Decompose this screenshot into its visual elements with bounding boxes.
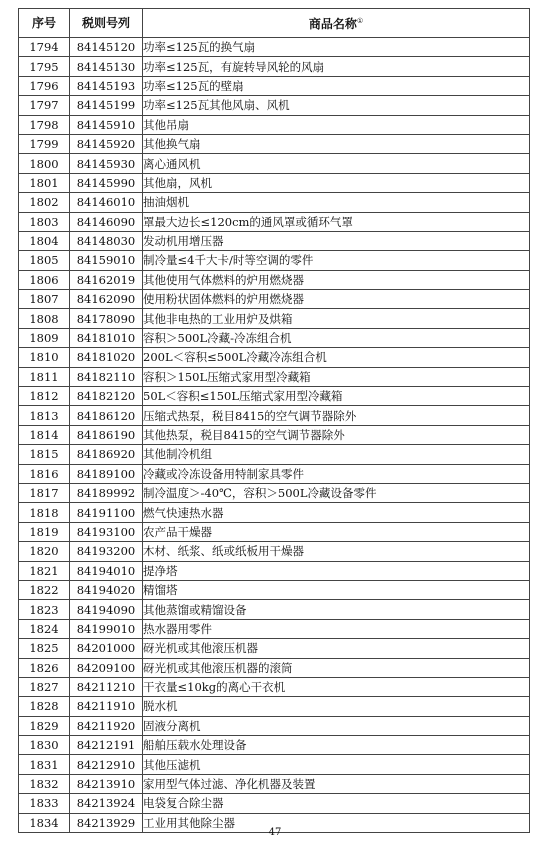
- cell-seq: 1817: [19, 483, 70, 502]
- table-row: [19, 464, 530, 483]
- cell-seq: 1803: [19, 212, 70, 231]
- table-row: [19, 173, 530, 192]
- cell-name: 其他使用气体燃料的炉用燃烧器: [143, 270, 530, 289]
- cell-seq: 1796: [19, 76, 70, 95]
- header-name: [143, 9, 530, 38]
- cell-name: 固液分离机: [143, 716, 530, 735]
- cell-seq: 1818: [19, 503, 70, 522]
- cell-name: 其他吊扇: [143, 115, 530, 134]
- cell-name: 精馏塔: [143, 580, 530, 599]
- table-row: [19, 387, 530, 406]
- cell-code: 84186190: [70, 425, 143, 444]
- cell-code: 84145930: [70, 154, 143, 173]
- page-number: 47: [268, 827, 282, 838]
- cell-name: 发动机用增压器: [143, 231, 530, 250]
- cell-seq: 1825: [19, 639, 70, 658]
- cell-name: 罩最大边长≤120cm的通风罩或循环气罩: [143, 212, 530, 231]
- header-row: [19, 9, 530, 38]
- cell-seq: 1822: [19, 580, 70, 599]
- cell-name: 家用型气体过滤、净化机器及装置: [143, 774, 530, 793]
- table-row: [19, 522, 530, 541]
- cell-seq: 1828: [19, 697, 70, 716]
- cell-seq: 1821: [19, 561, 70, 580]
- cell-seq: 1819: [19, 522, 70, 541]
- cell-code: 84186920: [70, 445, 143, 464]
- cell-seq: 1799: [19, 134, 70, 153]
- cell-seq: 1829: [19, 716, 70, 735]
- cell-code: 84213929: [70, 813, 143, 832]
- cell-seq: 1833: [19, 794, 70, 813]
- cell-code: 84182110: [70, 367, 143, 386]
- table-row: [19, 231, 530, 250]
- table-row: [19, 483, 530, 502]
- table-row: [19, 76, 530, 95]
- cell-seq: 1797: [19, 96, 70, 115]
- table-row: [19, 193, 530, 212]
- tariff-table: [18, 8, 530, 833]
- cell-name: 其他扇，风机: [143, 173, 530, 192]
- cell-code: 84189100: [70, 464, 143, 483]
- cell-code: 84145199: [70, 96, 143, 115]
- cell-name: 砑光机或其他滚压机器的滚筒: [143, 658, 530, 677]
- cell-seq: 1808: [19, 309, 70, 328]
- cell-name: 使用粉状固体燃料的炉用燃烧器: [143, 290, 530, 309]
- table-row: [19, 697, 530, 716]
- table-row: [19, 794, 530, 813]
- cell-code: 84181020: [70, 348, 143, 367]
- cell-code: 84194020: [70, 580, 143, 599]
- cell-code: 84193200: [70, 542, 143, 561]
- table-row: [19, 677, 530, 696]
- table-row: [19, 736, 530, 755]
- cell-name: 其他热泵，税目8415的空气调节器除外: [143, 425, 530, 444]
- table-row: [19, 445, 530, 464]
- cell-name: 干衣量≤10kg的离心干衣机: [143, 677, 530, 696]
- table-row: [19, 580, 530, 599]
- cell-seq: 1798: [19, 115, 70, 134]
- cell-seq: 1832: [19, 774, 70, 793]
- table-row: [19, 38, 530, 57]
- cell-name: 砑光机或其他滚压机器: [143, 639, 530, 658]
- cell-code: 84181010: [70, 328, 143, 347]
- cell-code: 84189992: [70, 483, 143, 502]
- table-row: [19, 154, 530, 173]
- footnote-mark: ①: [356, 17, 364, 25]
- table-body: [19, 38, 530, 833]
- table-row: [19, 251, 530, 270]
- cell-code: 84182120: [70, 387, 143, 406]
- cell-seq: 1810: [19, 348, 70, 367]
- cell-name: 容积＞500L冷藏-冷冻组合机: [143, 328, 530, 347]
- cell-code: 84145920: [70, 134, 143, 153]
- cell-seq: 1830: [19, 736, 70, 755]
- table-row: [19, 96, 530, 115]
- cell-code: 84199010: [70, 619, 143, 638]
- cell-code: 84212191: [70, 736, 143, 755]
- table-row: [19, 212, 530, 231]
- cell-code: 84186120: [70, 406, 143, 425]
- cell-code: 84211920: [70, 716, 143, 735]
- cell-seq: 1813: [19, 406, 70, 425]
- cell-seq: 1814: [19, 425, 70, 444]
- cell-name: 冷藏或冷冻设备用特制家具零件: [143, 464, 530, 483]
- cell-code: 84194010: [70, 561, 143, 580]
- cell-seq: 1807: [19, 290, 70, 309]
- cell-name: 功率≤125瓦其他风扇、风机: [143, 96, 530, 115]
- table-row: [19, 348, 530, 367]
- cell-seq: 1809: [19, 328, 70, 347]
- cell-seq: 1811: [19, 367, 70, 386]
- header-name-label: 商品名称: [308, 17, 357, 31]
- cell-seq: 1823: [19, 600, 70, 619]
- header-code: 税则号列: [70, 9, 143, 38]
- table-row: [19, 774, 530, 793]
- cell-seq: 1827: [19, 677, 70, 696]
- cell-name: 木材、纸浆、纸或纸板用干燥器: [143, 542, 530, 561]
- cell-code: 84148030: [70, 231, 143, 250]
- cell-name: 其他制冷机组: [143, 445, 530, 464]
- cell-name: 200L＜容积≤500L冷藏冷冻组合机: [143, 348, 530, 367]
- cell-code: 84193100: [70, 522, 143, 541]
- cell-name: 提净塔: [143, 561, 530, 580]
- cell-name: 电袋复合除尘器: [143, 794, 530, 813]
- table-row: [19, 328, 530, 347]
- cell-name: 离心通风机: [143, 154, 530, 173]
- cell-name: 功率≤125瓦，有旋转导风轮的风扇: [143, 57, 530, 76]
- cell-code: 84178090: [70, 309, 143, 328]
- cell-name: 燃气快速热水器: [143, 503, 530, 522]
- cell-seq: 1831: [19, 755, 70, 774]
- table-row: [19, 619, 530, 638]
- cell-code: 84201000: [70, 639, 143, 658]
- cell-seq: 1820: [19, 542, 70, 561]
- cell-seq: 1815: [19, 445, 70, 464]
- cell-code: 84145120: [70, 38, 143, 57]
- cell-seq: 1805: [19, 251, 70, 270]
- cell-code: 84146010: [70, 193, 143, 212]
- cell-code: 84194090: [70, 600, 143, 619]
- cell-name: 制冷量≤4千大卡/时等空调的零件: [143, 251, 530, 270]
- cell-code: 84191100: [70, 503, 143, 522]
- cell-seq: 1824: [19, 619, 70, 638]
- header-seq: 序号: [19, 9, 70, 38]
- cell-code: 84145193: [70, 76, 143, 95]
- cell-name: 工业用其他除尘器: [143, 813, 530, 832]
- cell-code: 84145130: [70, 57, 143, 76]
- table-row: [19, 600, 530, 619]
- cell-name: 制冷温度＞-40℃，容积＞500L冷藏设备零件: [143, 483, 530, 502]
- cell-seq: 1795: [19, 57, 70, 76]
- table-row: [19, 290, 530, 309]
- cell-name: 压缩式热泵，税目8415的空气调节器除外: [143, 406, 530, 425]
- cell-code: 84213910: [70, 774, 143, 793]
- table-row: [19, 134, 530, 153]
- cell-name: 50L＜容积≤150L压缩式家用型冷藏箱: [143, 387, 530, 406]
- cell-code: 84145910: [70, 115, 143, 134]
- cell-code: 84213924: [70, 794, 143, 813]
- cell-seq: 1826: [19, 658, 70, 677]
- table-header: [19, 9, 530, 38]
- cell-name: 农产品干燥器: [143, 522, 530, 541]
- cell-name: 抽油烟机: [143, 193, 530, 212]
- cell-name: 功率≤125瓦的换气扇: [143, 38, 530, 57]
- table-row: [19, 406, 530, 425]
- table-row: [19, 503, 530, 522]
- cell-code: 84211210: [70, 677, 143, 696]
- table-row: [19, 561, 530, 580]
- table-row: [19, 270, 530, 289]
- cell-seq: 1812: [19, 387, 70, 406]
- table-row: [19, 755, 530, 774]
- cell-seq: 1834: [19, 813, 70, 832]
- cell-name: 船舶压载水处理设备: [143, 736, 530, 755]
- cell-seq: 1800: [19, 154, 70, 173]
- cell-name: 其他非电热的工业用炉及烘箱: [143, 309, 530, 328]
- cell-seq: 1816: [19, 464, 70, 483]
- cell-name: 容积＞150L压缩式家用型冷藏箱: [143, 367, 530, 386]
- cell-seq: 1802: [19, 193, 70, 212]
- cell-code: 84159010: [70, 251, 143, 270]
- cell-seq: 1794: [19, 38, 70, 57]
- table-row: [19, 658, 530, 677]
- cell-name: 脱水机: [143, 697, 530, 716]
- cell-name: 热水器用零件: [143, 619, 530, 638]
- cell-name: 其他换气扇: [143, 134, 530, 153]
- cell-code: 84162019: [70, 270, 143, 289]
- cell-name: 其他蒸馏或精馏设备: [143, 600, 530, 619]
- cell-code: 84146090: [70, 212, 143, 231]
- cell-seq: 1801: [19, 173, 70, 192]
- cell-seq: 1806: [19, 270, 70, 289]
- cell-code: 84162090: [70, 290, 143, 309]
- table-row: [19, 542, 530, 561]
- table-row: [19, 425, 530, 444]
- cell-code: 84145990: [70, 173, 143, 192]
- cell-seq: 1804: [19, 231, 70, 250]
- table-row: [19, 309, 530, 328]
- cell-name: 功率≤125瓦的壁扇: [143, 76, 530, 95]
- cell-code: 84212910: [70, 755, 143, 774]
- table-row: [19, 367, 530, 386]
- cell-name: 其他压滤机: [143, 755, 530, 774]
- table-row: [19, 716, 530, 735]
- table-row: [19, 57, 530, 76]
- cell-code: 84209100: [70, 658, 143, 677]
- cell-code: 84211910: [70, 697, 143, 716]
- table-row: [19, 639, 530, 658]
- table-row: [19, 115, 530, 134]
